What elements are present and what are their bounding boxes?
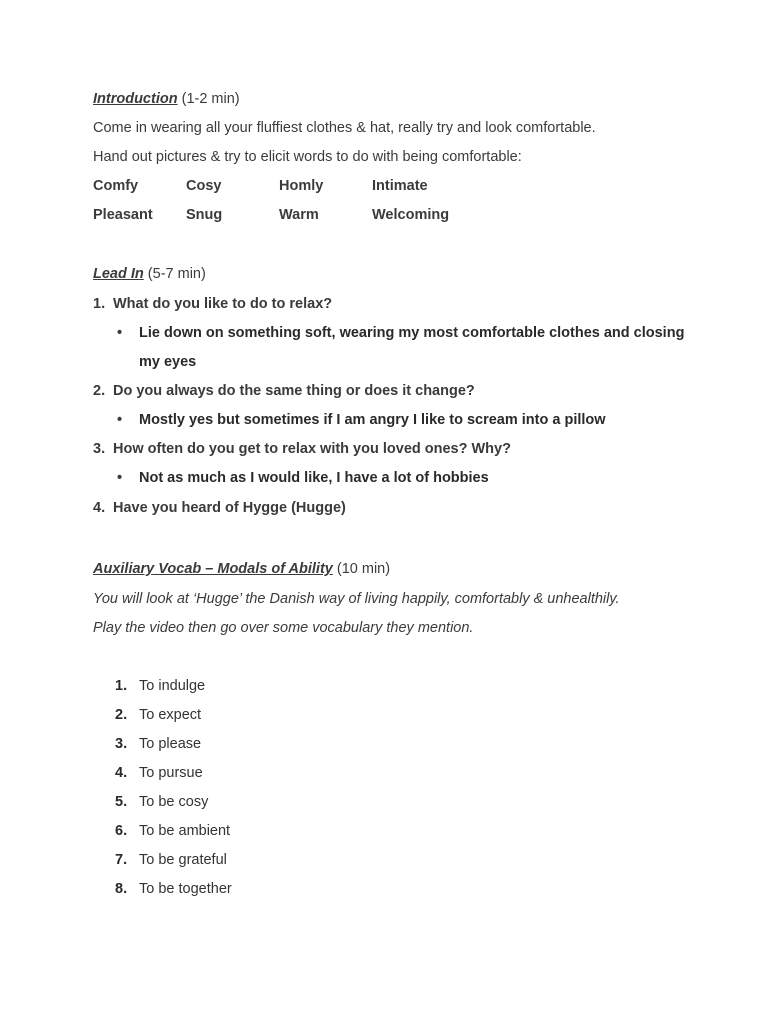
comfort-word: Intimate <box>372 178 428 194</box>
comfort-word: Snug <box>186 207 223 223</box>
vocab-item: To indulge <box>139 678 206 694</box>
bullet-icon: • <box>117 325 123 341</box>
lead-in-time: (5-7 min) <box>147 266 206 282</box>
question-text: Have you heard of Hygge (Hugge) <box>113 500 346 516</box>
vocab-number: 4. <box>115 765 128 781</box>
question-text: How often do you get to relax with you loved ones? Why? <box>113 441 511 457</box>
auxiliary-line-2: Play the video then go over some vocabulary they mention. <box>93 620 474 636</box>
question-number: 1. <box>93 296 106 312</box>
vocab-number: 6. <box>115 823 128 839</box>
question-2 <box>93 381 475 401</box>
auxiliary-time: (10 min) <box>336 561 391 577</box>
answer-text: Lie down on something soft, wearing my most comfortable clothes and closing <box>139 325 685 341</box>
question-text: Do you always do the same thing or does it change? <box>113 383 475 399</box>
vocab-item: To be cosy <box>139 794 209 810</box>
vocab-number: 5. <box>115 794 128 810</box>
auxiliary-title: Auxiliary Vocab – Modals of Ability <box>93 561 333 577</box>
answer-text-continued: my eyes <box>139 354 197 370</box>
bullet-icon: • <box>117 412 123 428</box>
answer-text: Mostly yes but sometimes if I am angry I like to scream into a pillow <box>139 412 606 428</box>
question-1 <box>93 294 332 314</box>
comfort-word: Homly <box>279 178 324 194</box>
question-number: 4. <box>93 500 106 516</box>
auxiliary-line-1: You will look at ‘Hugge’ the Danish way of living happily, comfortably & unhealthily. <box>93 591 620 607</box>
introduction-time: (1-2 min) <box>181 91 240 107</box>
question-text: What do you like to do to relax? <box>113 296 333 312</box>
introduction-title: Introduction <box>93 91 178 107</box>
vocab-item: To please <box>139 736 202 752</box>
vocab-number: 8. <box>115 881 128 897</box>
lead-in-heading <box>93 264 206 284</box>
question-4 <box>93 498 346 518</box>
comfort-word: Welcoming <box>372 207 450 223</box>
comfort-word: Cosy <box>186 178 222 194</box>
question-number: 2. <box>93 383 106 399</box>
vocab-item: To be together <box>139 881 232 897</box>
comfort-word: Comfy <box>93 178 139 194</box>
comfort-word: Warm <box>279 207 319 223</box>
vocab-number: 1. <box>115 678 128 694</box>
vocab-item: To be ambient <box>139 823 231 839</box>
question-number: 3. <box>93 441 106 457</box>
bullet-icon: • <box>117 470 123 486</box>
vocab-item: To pursue <box>139 765 203 781</box>
comfort-word: Pleasant <box>93 207 153 223</box>
answer-text: Not as much as I would like, I have a lot of hobbies <box>139 470 489 486</box>
vocab-item: To be grateful <box>139 852 227 868</box>
vocab-number: 7. <box>115 852 128 868</box>
vocab-number: 2. <box>115 707 128 723</box>
question-3 <box>93 439 511 459</box>
vocab-number: 3. <box>115 736 128 752</box>
auxiliary-heading <box>93 559 390 579</box>
introduction-line-2: Hand out pictures & try to elicit words to do with being comfortable: <box>93 149 522 165</box>
introduction-line-1: Come in wearing all your fluffiest clothes & hat, really try and look comfortable. <box>93 120 596 136</box>
vocab-item: To expect <box>139 707 202 723</box>
lead-in-title: Lead In <box>93 266 144 282</box>
introduction-heading <box>93 89 240 109</box>
